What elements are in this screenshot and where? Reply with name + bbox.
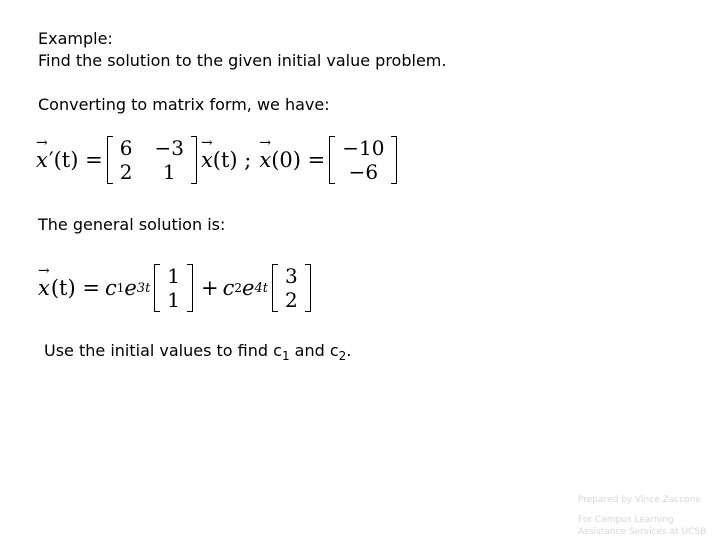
rhs-text: (t) ; <box>212 148 252 172</box>
example-label: Example: <box>38 29 113 48</box>
c1-subscript: 1 <box>116 281 125 295</box>
eigenvector-2 <box>272 264 311 312</box>
c1-subscript: 1 <box>281 349 290 363</box>
problem-statement: Find the solution to the given initial value problem. <box>38 51 447 70</box>
initial-condition-text: (0) = <box>271 148 326 172</box>
vector-entry: 1 <box>167 288 181 312</box>
vector-entry: −10 <box>342 136 385 160</box>
footer-credit-line1: Prepared by Vince Zaccone <box>578 495 701 505</box>
eigenvector-1 <box>154 264 193 312</box>
vector-entry: 3 <box>284 264 298 288</box>
footer-credit-line3: Assistance Services at UCSB <box>578 527 707 537</box>
matrix-system-equation <box>36 134 401 186</box>
matrix-entry: 2 <box>119 160 133 184</box>
footer-credit-line2: For Campus Learning <box>578 515 674 525</box>
instruction-text <box>44 340 351 367</box>
general-solution-equation <box>38 262 315 314</box>
instruction-part: . <box>346 341 352 360</box>
c1-symbol: c <box>104 276 117 300</box>
lhs-derivative-text: ′(t) = <box>48 148 103 172</box>
matrix-entry: 6 <box>119 136 133 160</box>
exponent-2: 4t <box>254 280 268 296</box>
converting-text: Converting to matrix form, we have: <box>38 95 330 114</box>
vector-entry: 1 <box>167 264 181 288</box>
x-vector-symbol: → x <box>38 276 50 300</box>
x-vector-symbol: → x <box>36 148 48 172</box>
exp-base: e <box>242 276 255 300</box>
c2-subscript: 2 <box>338 349 347 363</box>
general-solution-text: The general solution is: <box>38 215 226 234</box>
vector-entry: 2 <box>284 288 298 312</box>
x-vector-symbol: → x <box>259 148 271 172</box>
vector-entry: −6 <box>348 160 379 184</box>
x-vector-symbol: → x <box>201 148 213 172</box>
exponent-1: 3t <box>136 280 151 296</box>
lhs-text: (t) = <box>50 276 100 300</box>
matrix-entry: −3 <box>154 136 184 160</box>
c2-symbol: c <box>222 276 235 300</box>
matrix-entry: 1 <box>162 160 176 184</box>
exp-base: e <box>124 276 137 300</box>
c2-subscript: 2 <box>234 281 243 295</box>
initial-vector <box>329 136 397 184</box>
instruction-part: and c <box>289 341 339 360</box>
coefficient-matrix <box>107 136 197 184</box>
plus-sign: + <box>201 276 219 300</box>
instruction-part: Use the initial values to find c <box>44 341 282 360</box>
